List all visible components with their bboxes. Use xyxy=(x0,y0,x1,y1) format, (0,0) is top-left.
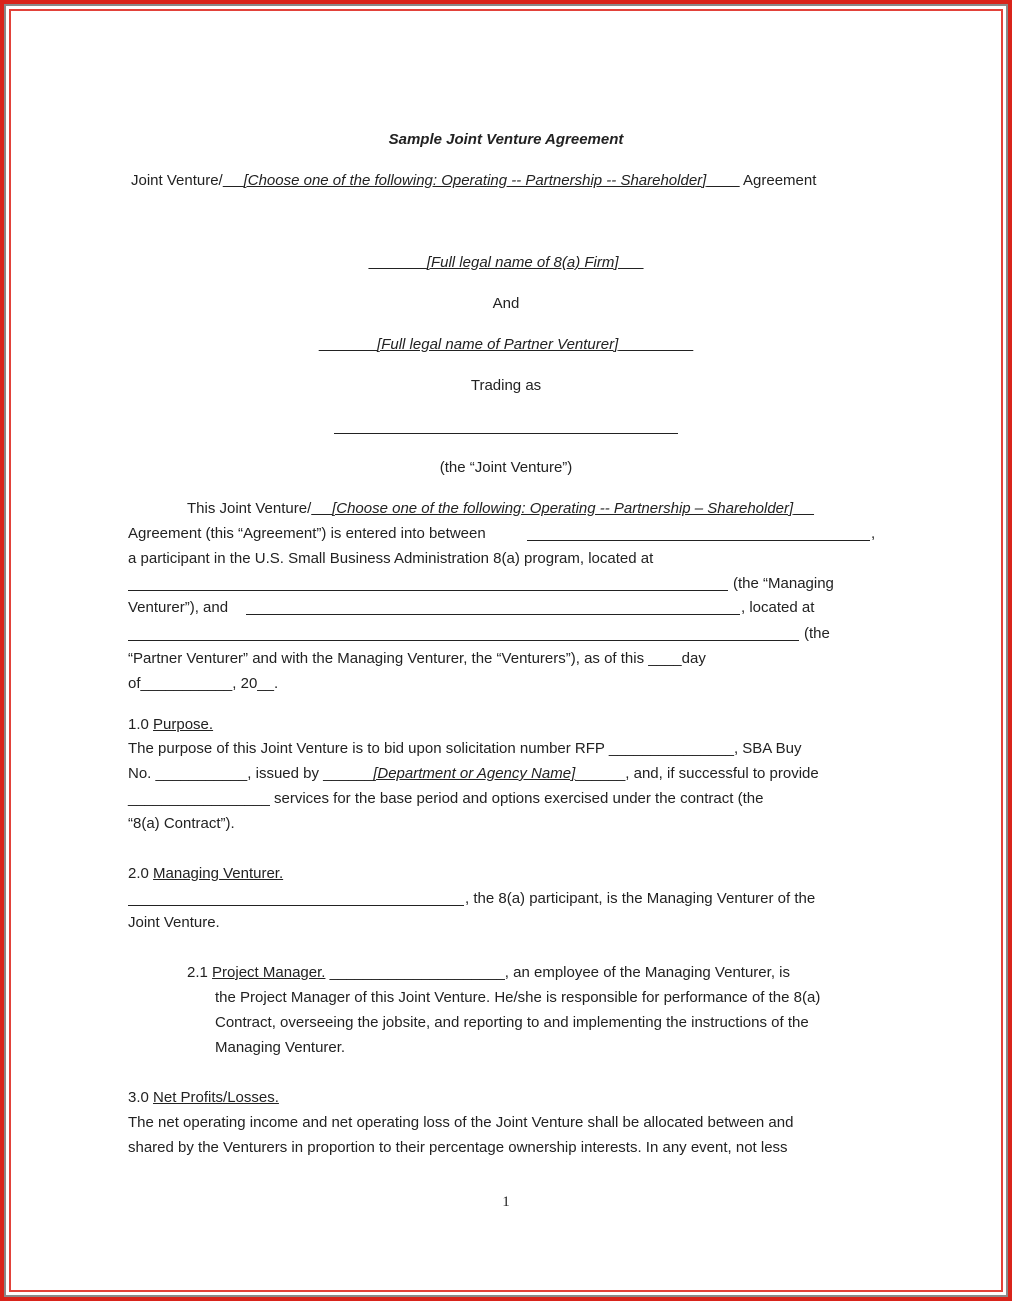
intro-line-1 xyxy=(187,500,814,518)
intro-line-6-end: (the xyxy=(804,625,830,642)
intro-line-7: “Partner Venturer” and with the Managing Venturer, the “Venturers”), as of this ____day xyxy=(128,650,706,667)
section-2-1-line-1: 2.1 Project Manager. _____________________, an employee of the Managing Venturer, is xyxy=(187,964,790,981)
section-2-line-1-end: , the 8(a) participant, is the Managing Venturer of the xyxy=(465,890,816,907)
intro-prefix: This Joint Venture/ xyxy=(187,500,312,517)
section-2-heading: 2.0 Managing Venturer. xyxy=(128,865,284,882)
section-2-1-line-2: the Project Manager of this Joint Venture. He/she is responsible for performance of the 8(a) xyxy=(215,989,821,1006)
intro-choice-placeholder: [Choose one of the following: Operating -- Partnership – Shareholder] xyxy=(332,500,794,517)
managing-venturer-name-blank xyxy=(527,540,870,541)
partner-name-line xyxy=(0,336,1012,354)
intro-line-2: Agreement (this “Agreement”) is entered into between xyxy=(128,525,486,542)
jv-choice-placeholder: [Choose one of the following: Operating -- Partnership -- Shareholder] xyxy=(243,172,707,189)
trading-name-blank xyxy=(334,433,678,434)
firm-name-placeholder: [Full legal name of 8(a) Firm] xyxy=(426,254,619,271)
document-title: Sample Joint Venture Agreement xyxy=(388,131,624,148)
managing-address-blank xyxy=(128,590,728,591)
jv-type-line xyxy=(131,172,816,190)
joint-venture-defined: (the “Joint Venture”) xyxy=(439,459,573,476)
partner-name-placeholder: [Full legal name of Partner Venturer] xyxy=(377,336,619,353)
section-1-line-1: The purpose of this Joint Venture is to bid upon solicitation number RFP _______________, SBA Buy xyxy=(128,740,802,757)
intro-line-5-start: Venturer”), and xyxy=(128,599,229,616)
page-number: 1 xyxy=(502,1194,510,1210)
section-1-heading: 1.0 Purpose. xyxy=(128,716,214,733)
trading-as-text: Trading as xyxy=(470,377,542,394)
firm-name-line xyxy=(0,254,1012,272)
partner-venturer-name-blank xyxy=(246,614,740,615)
managing-venturer-blank xyxy=(128,905,464,906)
agency-name-placeholder: [Department or Agency Name] xyxy=(373,765,576,782)
section-3-heading: 3.0 Net Profits/Losses. xyxy=(128,1089,279,1106)
section-2-1-line-4: Managing Venturer. xyxy=(215,1039,346,1056)
partner-address-blank xyxy=(128,640,799,641)
section-3-line-1: The net operating income and net operating loss of the Joint Venture shall be allocated between and xyxy=(128,1114,794,1131)
section-1-line-4: “8(a) Contract”). xyxy=(128,815,235,832)
comma: , xyxy=(871,525,876,542)
intro-line-3: a participant in the U.S. Small Business Administration 8(a) program, located at xyxy=(128,550,654,567)
jv-suffix: Agreement xyxy=(743,172,817,189)
section-3-line-2: shared by the Venturers in proportion to their percentage ownership interests. In any event, not less xyxy=(128,1139,788,1156)
section-2-1-line-3: Contract, overseeing the jobsite, and reporting to and implementing the instructions of the xyxy=(215,1014,809,1031)
jv-prefix: Joint Venture/ xyxy=(131,172,223,189)
section-1-line-3: _________________ services for the base period and options exercised under the contract (the xyxy=(128,790,764,807)
intro-line-8: of___________, 20__. xyxy=(128,675,279,692)
and-text: And xyxy=(492,295,520,312)
section-2-line-2: Joint Venture. xyxy=(128,914,220,931)
section-2-1-heading: Project Manager. xyxy=(212,964,326,981)
intro-line-5-end: , located at xyxy=(741,599,815,616)
section-1-line-2: No. ___________, issued by ______[Department or Agency Name]______, and, if successful to provide xyxy=(128,765,819,782)
intro-line-4-end: (the “Managing xyxy=(733,575,834,592)
